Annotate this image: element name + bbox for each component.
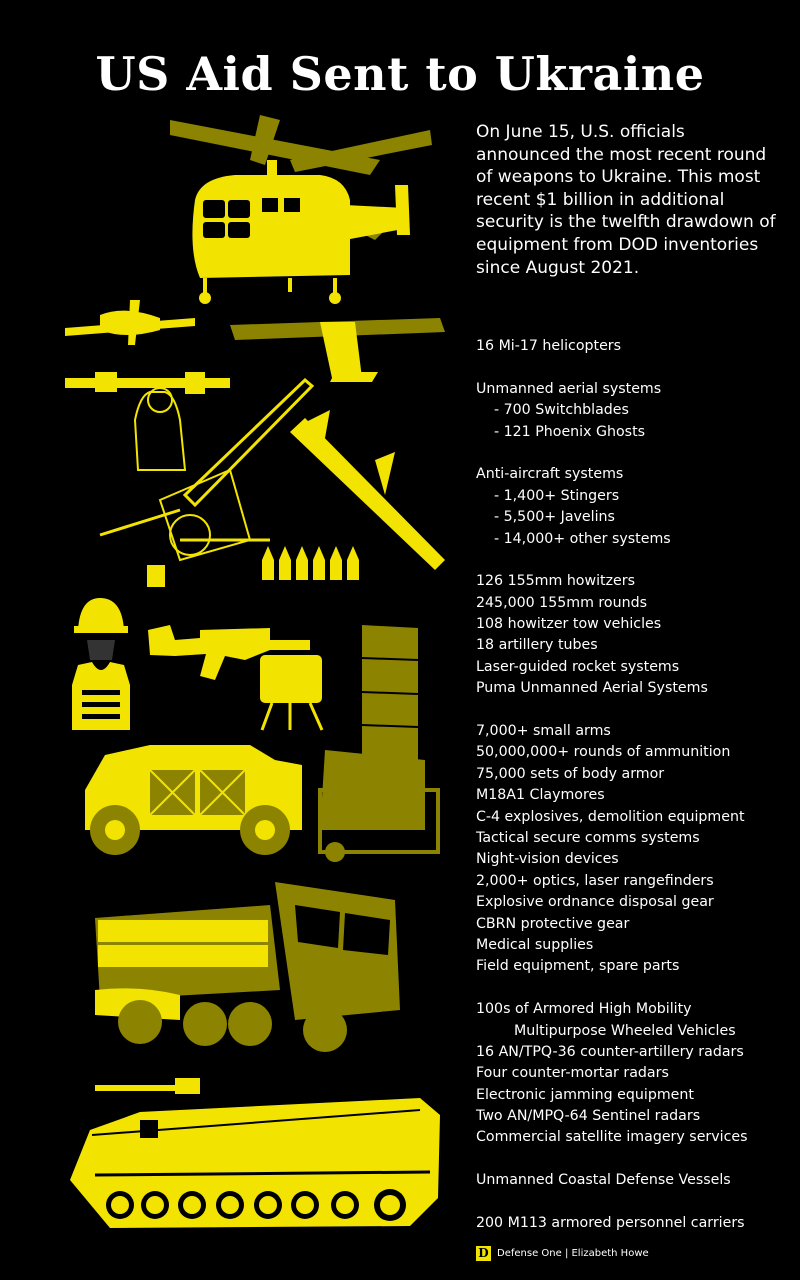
list-item: 100s of Armored High Mobility (476, 1001, 692, 1018)
list-spacer (476, 1149, 796, 1170)
list-item: - 5,500+ Javelins (494, 509, 615, 526)
howitzer-icon (100, 380, 312, 587)
list-item: Electronic jamming equipment (476, 1086, 694, 1103)
list-item: - 14,000+ other systems (494, 530, 671, 547)
list-item: 16 Mi-17 helicopters (476, 338, 622, 354)
list-item: - 1,400+ Stingers (494, 487, 620, 504)
trailer-icon (320, 750, 438, 862)
credit-text: Defense One | Elizabeth Howe (497, 1247, 649, 1259)
body-armor-icon (72, 662, 130, 730)
radar-panel-icon (362, 625, 418, 760)
defense-one-logo: D (476, 1246, 491, 1261)
helmet-icon (74, 598, 128, 660)
ammo-rounds-icon (262, 546, 359, 580)
list-item: 50,000,000+ rounds of ammunition (476, 744, 731, 761)
list-item: 2,000+ optics, laser rangefinders (476, 872, 714, 889)
list-item: 108 howitzer tow vehicles (476, 616, 662, 633)
list-spacer (476, 700, 796, 721)
list-item: Tactical secure comms systems (476, 829, 700, 846)
list-spacer (476, 550, 796, 571)
list-item: - 121 Phoenix Ghosts (494, 423, 646, 440)
missile-icon (290, 410, 445, 570)
intro-paragraph: On June 15, U.S. officials announced the most recent round of weapons to Ukraine. This most recent $1 billion in additional security is the twelfth drawdown of equipment from DOD inventories since August 2021. (476, 122, 776, 278)
aid-list (476, 336, 796, 1234)
list-item: 75,000 sets of body armor (476, 765, 665, 782)
list-item: Four counter-mortar radars (476, 1065, 669, 1082)
footer-credit (476, 1245, 649, 1261)
list-item: 200 M113 armored personnel carriers (476, 1215, 745, 1232)
list-item: Field equipment, spare parts (476, 958, 680, 975)
rocket-truck-icon (95, 882, 400, 1052)
claymore-icon (260, 655, 322, 730)
list-item: Explosive ordnance disposal gear (476, 894, 714, 911)
list-item: Medical supplies (476, 936, 594, 953)
list-spacer (476, 1192, 796, 1213)
list-item: C-4 explosives, demolition equipment (476, 808, 745, 825)
list-item: Unmanned Coastal Defense Vessels (476, 1172, 731, 1189)
helicopter-icon (170, 115, 432, 304)
apc-icon (70, 1078, 440, 1228)
list-item: M18A1 Claymores (476, 787, 605, 804)
list-spacer (476, 978, 796, 999)
list-item: Puma Unmanned Aerial Systems (476, 680, 708, 697)
list-item: Multipurpose Wheeled Vehicles (514, 1022, 736, 1039)
list-item: 245,000 155mm rounds (476, 594, 647, 611)
humvee-icon (85, 745, 302, 855)
list-item: - 700 Switchblades (494, 402, 629, 419)
list-item: CBRN protective gear (476, 915, 630, 932)
list-item: Anti-aircraft systems (476, 466, 624, 483)
list-item: 7,000+ small arms (476, 723, 611, 740)
drone-icon (65, 300, 445, 382)
soldier-launcher-icon (65, 372, 230, 470)
list-spacer (476, 357, 796, 378)
list-item: Two AN/MPQ-64 Sentinel radars (476, 1108, 701, 1125)
list-item: Commercial satellite imagery services (476, 1129, 748, 1146)
page-title: US Aid Sent to Ukraine (95, 47, 705, 101)
list-item: 126 155mm howitzers (476, 573, 635, 590)
list-item: 16 AN/TPQ-36 counter-artillery radars (476, 1043, 744, 1060)
list-item: 18 artillery tubes (476, 637, 598, 654)
list-spacer (476, 443, 796, 464)
list-item: Unmanned aerial systems (476, 380, 662, 397)
list-item: Laser-guided rocket systems (476, 658, 680, 675)
list-item: Night-vision devices (476, 851, 619, 868)
